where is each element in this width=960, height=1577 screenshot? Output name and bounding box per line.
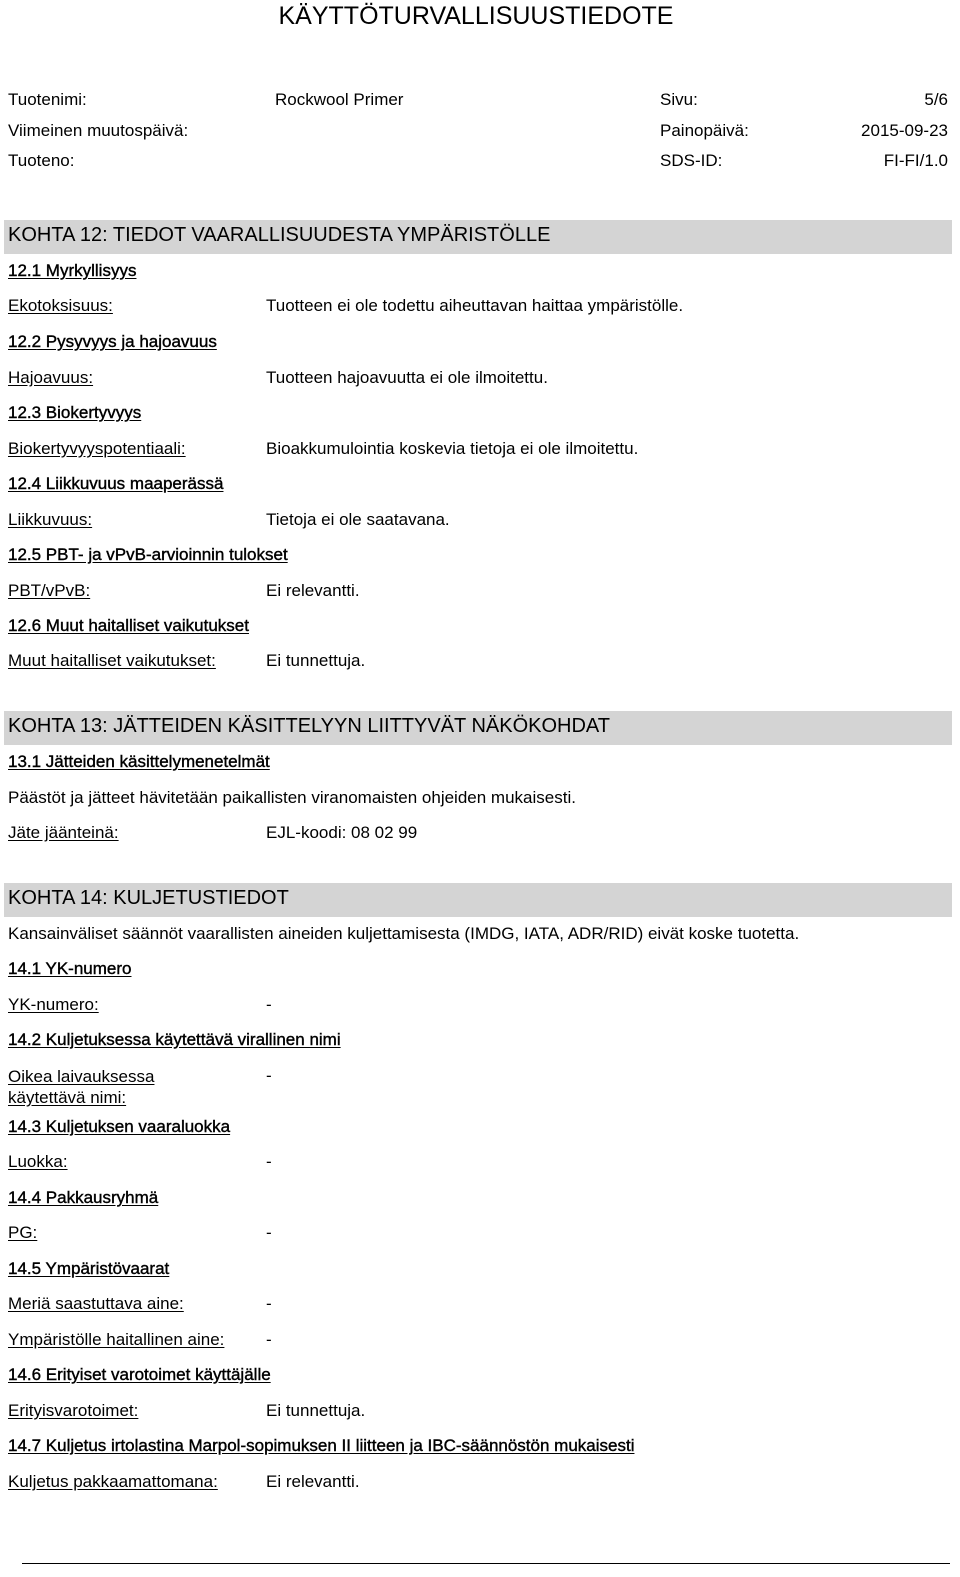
section-13-heading-band — [4, 711, 952, 745]
special-precautions-label: Erityisvarotoimet: — [8, 1401, 139, 1420]
subsection-14-7-title: 14.7 Kuljetus irtolastina Marpol-sopimuksen II liitteen ja IBC-säännöstön mukaisesti — [8, 1436, 635, 1455]
ecotoxicity-value: Tuotteen ei ole todettu aiheuttavan haittaa ympäristölle. — [266, 296, 684, 315]
other-effects-label: Muut haitalliset vaikutukset: — [8, 651, 216, 670]
bioaccumulation-value: Bioakkumulointia koskevia tietoja ei ole ilmoitettu. — [266, 439, 639, 458]
subsection-14-1-title: 14.1 YK-numero — [8, 959, 132, 978]
residue-value: EJL-koodi: 08 02 99 — [266, 823, 418, 842]
sds-id-label: SDS-ID: — [660, 151, 723, 170]
transport-intro: Kansainväliset säännöt vaarallisten aineiden kuljettamisesta (IMDG, IATA, ADR/RID) eivät koske tuotetta. — [8, 924, 800, 943]
class-label: Luokka: — [8, 1152, 68, 1171]
section-12-heading: KOHTA 12: TIEDOT VAARALLISUUDESTA YMPÄRISTÖLLE — [8, 224, 551, 246]
subsection-12-3-title: 12.3 Biokertyvyys — [8, 403, 142, 422]
section-12-heading-band — [4, 220, 952, 254]
bulk-transport-label: Kuljetus pakkaamattomana: — [8, 1472, 218, 1491]
product-no-label: Tuoteno: — [8, 151, 75, 170]
un-number-label: YK-numero: — [8, 995, 99, 1014]
packing-group-label: PG: — [8, 1223, 38, 1242]
section-14-heading-band — [4, 883, 952, 917]
pbt-value: Ei relevantti. — [266, 581, 360, 600]
print-date-label: Painopäivä: — [660, 121, 749, 140]
subsection-12-6-title: 12.6 Muut haitalliset vaikutukset — [8, 616, 249, 635]
un-number-value: - — [266, 995, 272, 1014]
other-effects-value: Ei tunnettuja. — [266, 651, 366, 670]
footer-divider — [22, 1563, 950, 1564]
sds-id-value: FI-FI/1.0 — [883, 151, 948, 170]
mobility-value: Tietoja ei ole saatavana. — [266, 510, 450, 529]
section-13-heading: KOHTA 13: JÄTTEIDEN KÄSITTELYYN LIITTYVÄT NÄKÖKOHDAT — [8, 715, 610, 737]
packing-group-value: - — [266, 1223, 272, 1242]
special-precautions-value: Ei tunnettuja. — [266, 1401, 366, 1420]
subsection-14-5-title: 14.5 Ympäristövaarat — [8, 1259, 170, 1278]
subsection-13-1-title: 13.1 Jätteiden käsittelymenetelmät — [8, 752, 270, 771]
disposal-text: Päästöt ja jätteet hävitetään paikallisten viranomaisten ohjeiden mukaisesti. — [8, 788, 576, 807]
product-name-label: Tuotenimi: — [8, 90, 87, 109]
residue-label: Jäte jäänteinä: — [8, 823, 119, 842]
subsection-14-3-title: 14.3 Kuljetuksen vaaraluokka — [8, 1117, 231, 1136]
print-date-value: 2015-09-23 — [861, 121, 948, 140]
subsection-12-4-title: 12.4 Liikkuvuus maaperässä — [8, 474, 224, 493]
section-14-heading: KOHTA 14: KULJETUSTIEDOT — [8, 887, 289, 909]
subsection-12-2-title: 12.2 Pysyvyys ja hajoavuus — [8, 332, 217, 351]
page-label: Sivu: — [660, 90, 698, 109]
page-value: 5/6 — [924, 90, 948, 109]
pbt-label: PBT/vPvB: — [8, 581, 91, 600]
ecotoxicity-label: Ekotoksisuus: — [8, 296, 113, 315]
product-name-value: Rockwool Primer — [275, 90, 404, 109]
marine-pollutant-value: - — [266, 1294, 272, 1313]
degradability-value: Tuotteen hajoavuutta ei ole ilmoitettu. — [266, 368, 548, 387]
bulk-transport-value: Ei relevantti. — [266, 1472, 360, 1491]
subsection-12-5-title: 12.5 PBT- ja vPvB-arvioinnin tulokset — [8, 545, 288, 564]
subsection-14-4-title: 14.4 Pakkausryhmä — [8, 1188, 159, 1207]
class-value: - — [266, 1152, 272, 1171]
subsection-14-6-title: 14.6 Erityiset varotoimet käyttäjälle — [8, 1365, 271, 1384]
shipping-name-value: - — [266, 1066, 272, 1085]
subsection-12-1-title: 12.1 Myrkyllisyys — [8, 261, 137, 280]
document-title: KÄYTTÖTURVALLISUUSTIEDOTE — [278, 2, 674, 30]
mobility-label: Liikkuvuus: — [8, 510, 93, 529]
env-hazard-value: - — [266, 1330, 272, 1349]
revision-date-label: Viimeinen muutospäivä: — [8, 121, 189, 140]
degradability-label: Hajoavuus: — [8, 368, 94, 387]
subsection-14-2-title: 14.2 Kuljetuksessa käytettävä virallinen nimi — [8, 1030, 341, 1049]
shipping-name-label: Oikea laivauksessa käytettävä nimi: — [8, 1067, 155, 1107]
marine-pollutant-label: Meriä saastuttava aine: — [8, 1294, 184, 1313]
env-hazard-label: Ympäristölle haitallinen aine: — [8, 1330, 225, 1349]
bioaccumulation-label: Biokertyvyyspotentiaali: — [8, 439, 186, 458]
